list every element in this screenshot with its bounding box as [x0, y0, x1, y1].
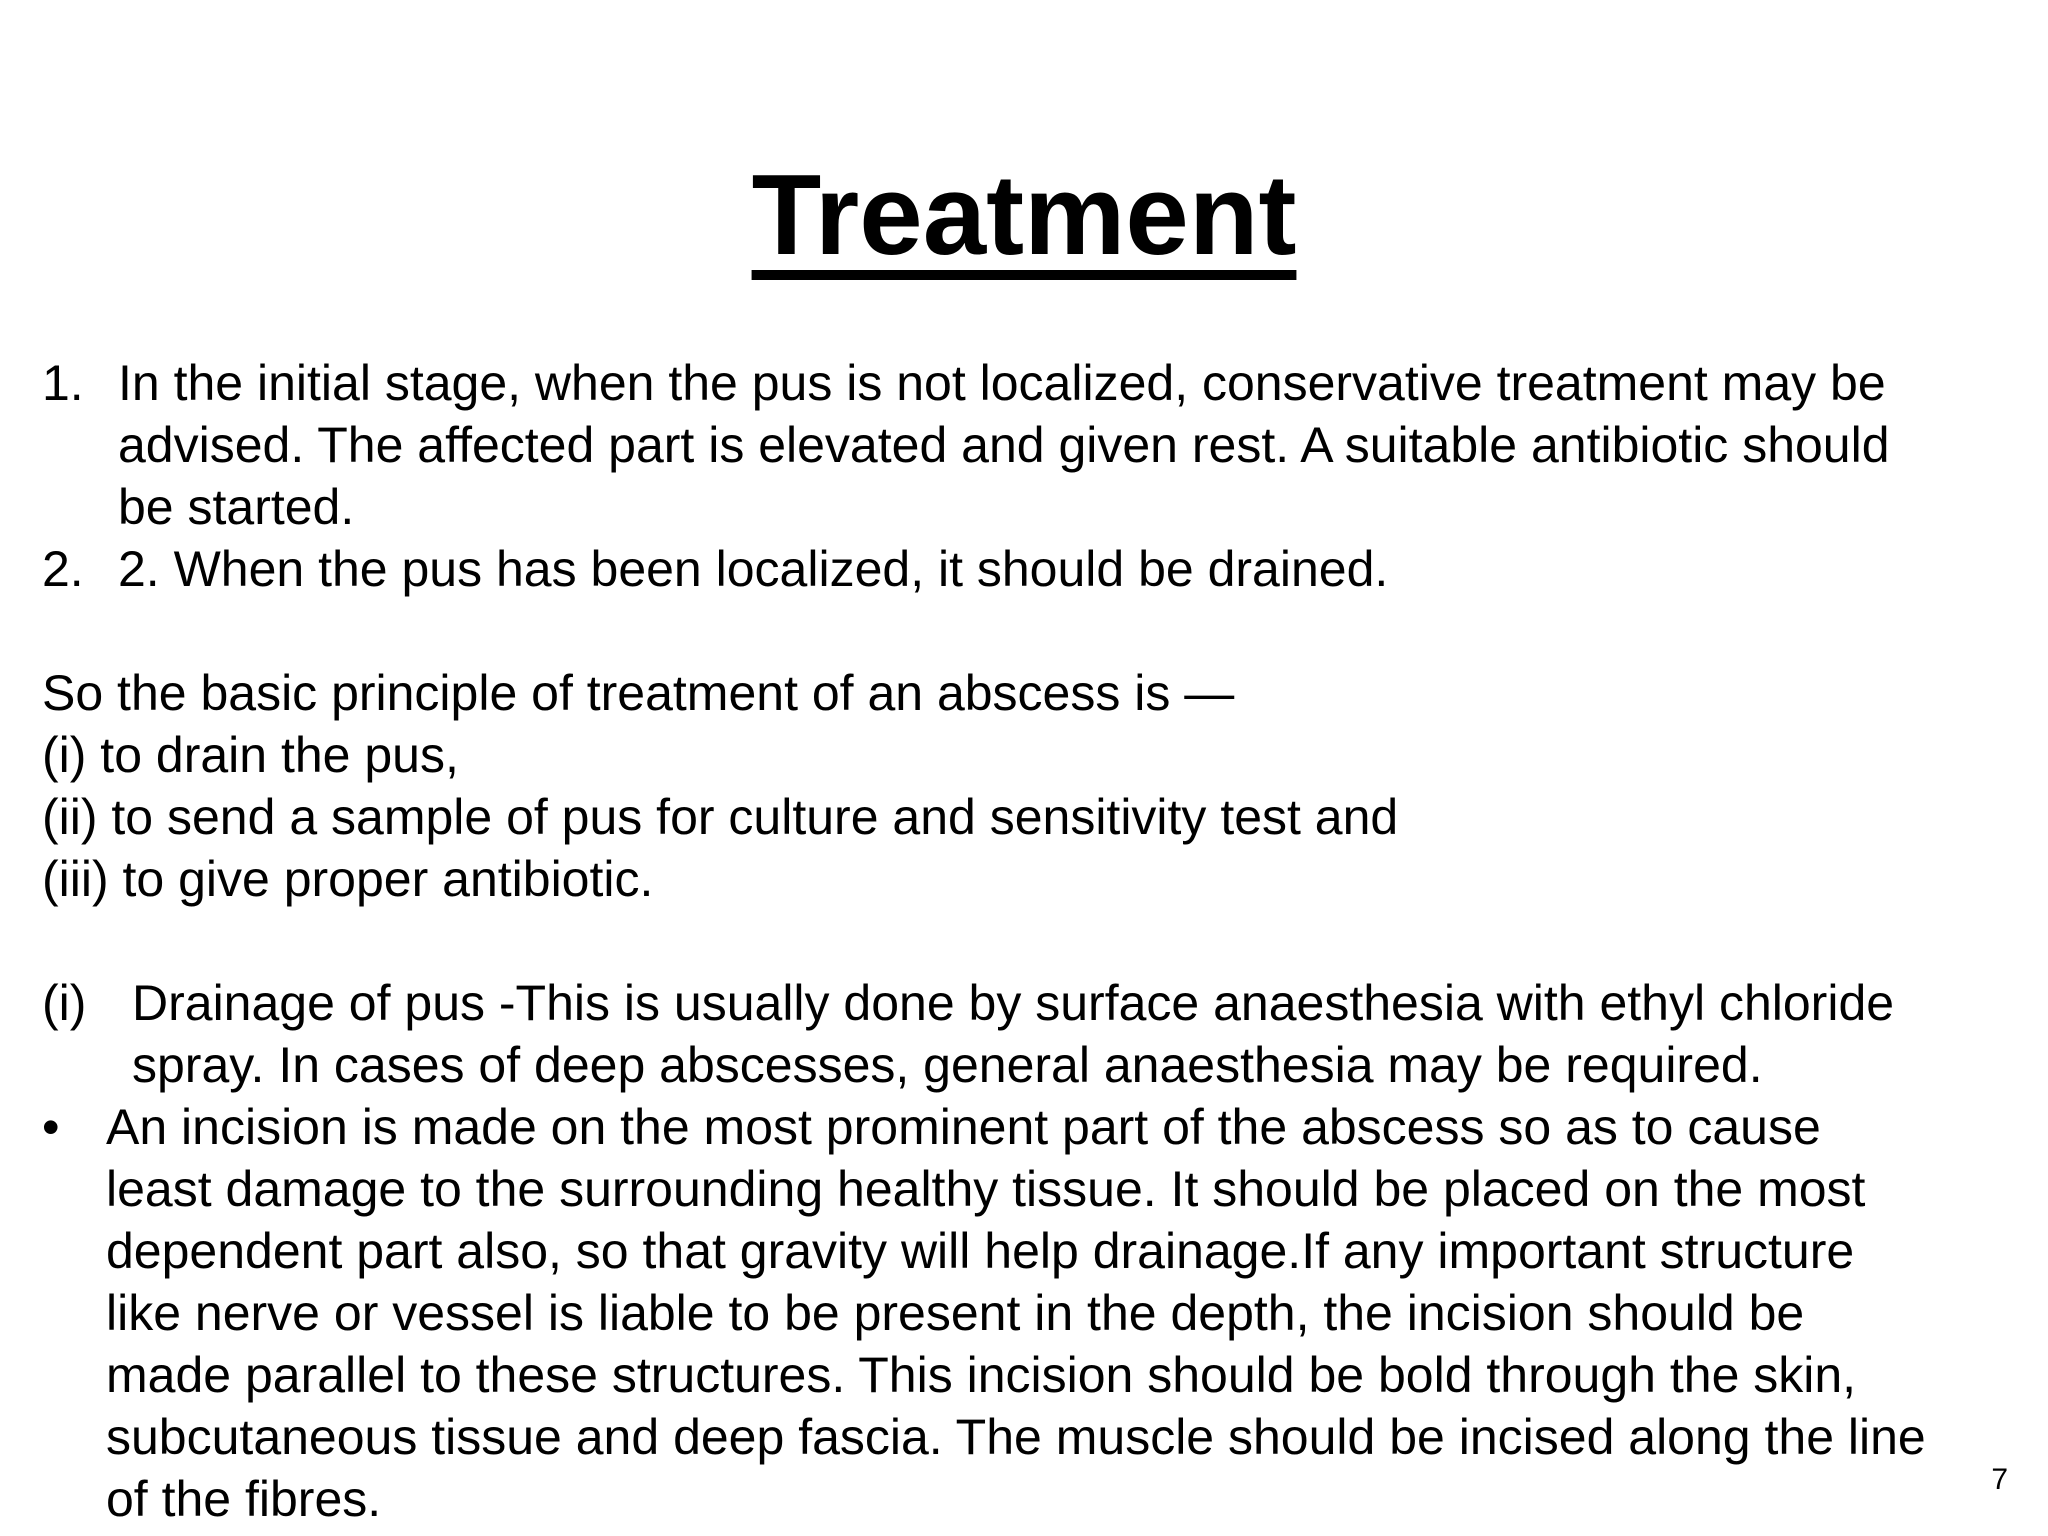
bullet-icon: • [42, 1099, 60, 1155]
list-number: 2. [42, 541, 84, 597]
drainage-item [42, 972, 1992, 1096]
list-number: 1. [42, 355, 84, 411]
text-line: dependent part also, so that gravity will help drainage.If any important structure [106, 1223, 1855, 1279]
text-line: like nerve or vessel is liable to be present in the depth, the incision should be [106, 1285, 1805, 1341]
principle-item: (ii) to send a sample of pus for culture and sensitivity test and [42, 789, 1399, 845]
text-line: An incision is made on the most prominent part of the abscess so as to cause [106, 1099, 1821, 1155]
principle-item: (iii) to give proper antibiotic. [42, 851, 654, 907]
roman-marker: (i) [42, 975, 87, 1031]
text-line: least damage to the surrounding healthy tissue. It should be placed on the most [106, 1161, 1866, 1217]
principle-block [42, 662, 1398, 910]
text-line: made parallel to these structures. This incision should be bold through the skin, [106, 1347, 1857, 1403]
drainage-text [132, 972, 1894, 1096]
text-line: subcutaneous tissue and deep fascia. The muscle should be incised along the line [106, 1409, 1926, 1465]
incision-bullet-item [42, 1096, 2012, 1530]
incision-text [106, 1096, 1926, 1530]
text-line: 2. When the pus has been localized, it should be drained. [118, 541, 1389, 597]
principle-item: (i) to drain the pus, [42, 727, 459, 783]
page-number: 7 [1991, 1463, 2008, 1496]
text-line: Drainage of pus -This is usually done by surface anaesthesia with ethyl chloride [132, 975, 1895, 1031]
slide-title: Treatment [751, 152, 1297, 279]
numbered-list-item [42, 538, 1992, 600]
list-item-text [118, 538, 1388, 600]
principle-intro: So the basic principle of treatment of an abscess is — [42, 665, 1235, 721]
text-line: be started. [118, 479, 355, 535]
text-line: spray. In cases of deep abscesses, general anaesthesia may be required. [132, 1037, 1763, 1093]
numbered-list-item [42, 352, 1992, 538]
list-item-text [118, 352, 1890, 538]
text-line: of the fibres. [106, 1471, 382, 1527]
text-line: advised. The affected part is elevated and given rest. A suitable antibiotic should [118, 417, 1890, 473]
text-line: In the initial stage, when the pus is not localized, conservative treatment may be [118, 355, 1886, 411]
